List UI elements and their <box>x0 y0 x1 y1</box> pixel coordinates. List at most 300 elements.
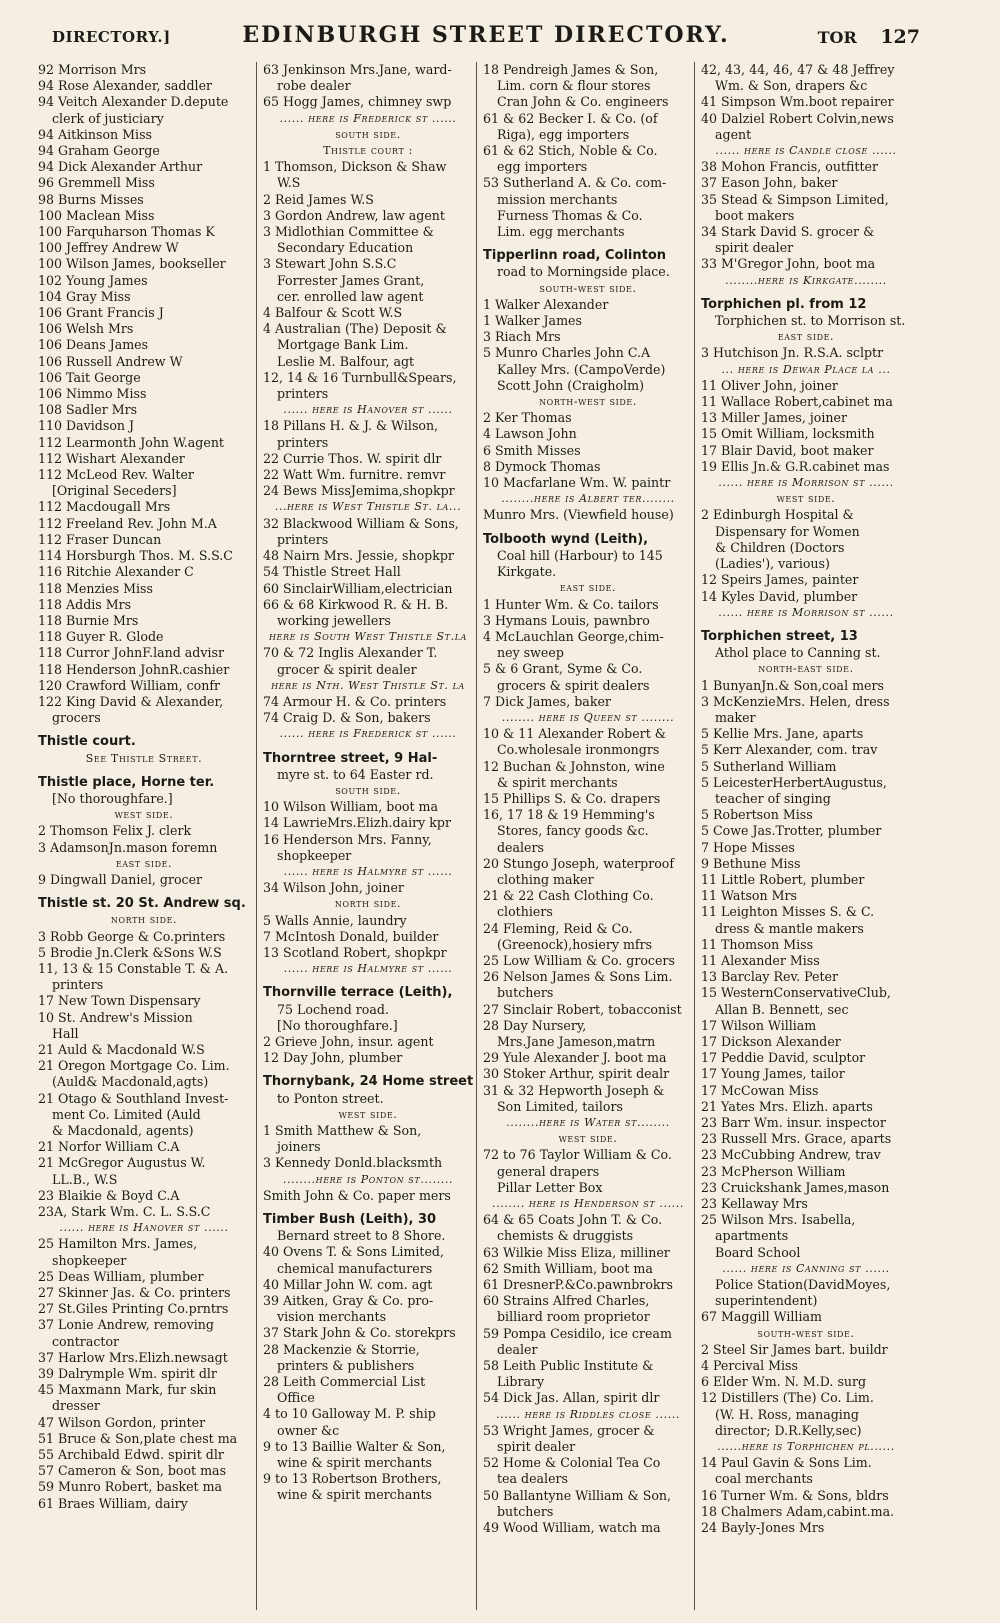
cross-street-marker: ...... here is Frederick st ...... <box>279 111 457 125</box>
cross-street-marker: ...... here is Halmyre st ...... <box>283 962 453 976</box>
entry-continuation: clothiers <box>497 904 553 920</box>
directory-entry: 21 Auld & Macdonald W.S <box>38 1041 205 1057</box>
entry-continuation: Hall <box>52 1025 79 1041</box>
directory-entry: 100 Jeffrey Andrew W <box>38 240 179 256</box>
directory-entry: 10 Wilson William, boot ma <box>263 799 438 815</box>
entry-continuation: billiard room proprietor <box>497 1309 650 1325</box>
directory-entry: 106 Russell Andrew W <box>38 353 183 369</box>
entry-continuation: Office <box>277 1390 315 1406</box>
street-heading: Thistle court. <box>38 734 136 750</box>
side-label: south-west side. <box>539 281 637 295</box>
spacer <box>38 726 250 734</box>
directory-entry: 57 Cameron & Son, boot mas <box>38 1463 227 1479</box>
directory-entry: 61 & 62 Becker I. & Co. (of <box>483 110 658 126</box>
cross-street-marker: ........here is Albert ter........ <box>501 492 675 506</box>
directory-entry: 34 Stark David S. grocer & <box>701 224 875 240</box>
directory-entry: 106 Deans James <box>38 337 149 353</box>
header-section-label: DIRECTORY.] <box>52 28 171 46</box>
directory-entry: 39 Dalrymple Wm. spirit dlr <box>38 1366 217 1382</box>
entry-continuation: W.S <box>277 175 301 191</box>
directory-entry: 92 Morrison Mrs <box>38 62 147 77</box>
directory-entry: 13 Barclay Rev. Peter <box>701 969 838 985</box>
spacer <box>38 767 250 775</box>
header-street-range: TOR <box>817 28 857 47</box>
entry-continuation: superintendent) <box>715 1293 818 1309</box>
directory-entry: 12 Speirs James, painter <box>701 572 859 588</box>
entry-continuation: Scott John (Craigholm) <box>497 377 644 393</box>
column-4 <box>694 62 911 1610</box>
entry-continuation: to Ponton street. <box>277 1090 384 1106</box>
street-heading: Tipperlinn road, Colinton <box>483 248 667 264</box>
directory-entry: 62 Smith William, boot ma <box>483 1260 653 1276</box>
directory-entry: 94 Dick Alexander Arthur <box>38 159 203 175</box>
column-2 <box>256 62 473 1610</box>
directory-entry: 94 Rose Alexander, saddler <box>38 78 213 94</box>
cross-street-marker: ... here is Dewar Place la ... <box>721 362 891 376</box>
street-heading: Thistle place, Horne ter. <box>38 774 215 790</box>
entry-continuation: dresser <box>52 1398 100 1414</box>
directory-entry: 35 Stead & Simpson Limited, <box>701 191 889 207</box>
directory-entry: 118 Curror JohnF.land advisr <box>38 645 224 661</box>
cross-street-marker: ...... here is Canning st ...... <box>722 1261 890 1275</box>
entry-continuation: Athol place to Canning st. <box>715 645 881 661</box>
entry-continuation: Co.wholesale ironmongrs <box>497 742 660 758</box>
directory-entry: 94 Veitch Alexander D.depute <box>38 94 229 110</box>
directory-entry: 6 Smith Misses <box>483 442 581 458</box>
directory-entry: 74 Armour H. & Co. printers <box>263 693 447 709</box>
spacer <box>38 888 250 896</box>
entry-continuation: Kirkgate. <box>497 564 557 580</box>
directory-entry: 24 Bews MissJemima,shopkpr <box>263 483 455 499</box>
directory-entry: 21 Oregon Mortgage Co. Lim. <box>38 1058 230 1074</box>
directory-entry: 37 Stark John & Co. storekprs <box>263 1325 456 1341</box>
directory-entry: 12 Buchan & Johnston, wine <box>483 758 665 774</box>
directory-entry: 120 Crawford William, confr <box>38 677 221 693</box>
entry-continuation: & Macdonald, agents) <box>52 1123 194 1138</box>
entry-continuation: ment Co. Limited (Auld <box>52 1106 201 1122</box>
directory-entry: 11 Alexander Miss <box>701 952 820 968</box>
directory-entry: 15 WesternConservativeClub, <box>701 985 891 1001</box>
side-label: west side. <box>776 492 836 506</box>
street-heading: Torphichen pl. from 12 <box>701 296 867 312</box>
directory-entry: 16 Turner Wm. & Sons, bldrs <box>701 1487 889 1503</box>
directory-entry: 4 McLauchlan George,chim- <box>483 628 664 644</box>
directory-entry: 118 Burnie Mrs <box>38 612 139 628</box>
directory-entry: 32 Blackwood William & Sons, <box>263 515 459 531</box>
directory-entry: 17 Peddie David, sculptor <box>701 1050 866 1066</box>
directory-entry: 110 Davidson J <box>38 418 135 434</box>
cross-street-marker: ...... here is Morrison st ...... <box>718 476 894 490</box>
entry-continuation: chemists & druggists <box>497 1228 634 1244</box>
directory-entry: 11 Watson Mrs <box>701 888 797 904</box>
directory-entry: 112 Macdougall Mrs <box>38 499 171 515</box>
cross-street-marker: ........here is Kirkgate........ <box>725 273 887 287</box>
directory-entry: 72 to 76 Taylor William & Co. <box>483 1147 672 1163</box>
entry-continuation: Bernard street to 8 Shore. <box>277 1228 446 1244</box>
directory-entry: 17 Wilson William <box>701 1017 817 1033</box>
entry-continuation: maker <box>715 709 756 725</box>
entry-continuation: general drapers <box>497 1163 600 1179</box>
directory-entry: 21 & 22 Cash Clothing Co. <box>483 888 654 904</box>
directory-entry: 106 Nimmo Miss <box>38 386 147 402</box>
directory-entry: 9 Bethune Miss <box>701 855 801 871</box>
cross-street-marker: ........here is Water st........ <box>506 1116 670 1129</box>
header-right <box>818 26 920 48</box>
directory-entry: 41 Simpson Wm.boot repairer <box>701 94 894 110</box>
entry-continuation: Pillar Letter Box <box>497 1179 603 1195</box>
entry-continuation: printers <box>277 386 329 402</box>
directory-entry: 47 Wilson Gordon, printer <box>38 1414 206 1430</box>
entry-continuation: printers & publishers <box>277 1357 415 1373</box>
directory-entry: 3 Stewart John S.S.C <box>263 256 397 272</box>
page-title: EDINBURGH STREET DIRECTORY. <box>242 22 730 48</box>
directory-entry: 14 Kyles David, plumber <box>701 588 858 604</box>
directory-entry: 7 Hope Misses <box>701 839 795 855</box>
directory-entry: 63 Wilkie Miss Eliza, milliner <box>483 1244 670 1260</box>
entry-continuation: Leslie M. Balfour, agt <box>277 353 415 369</box>
entry-continuation: Allan B. Bennett, sec <box>715 1001 849 1017</box>
directory-entry: 112 Learmonth John W.agent <box>38 434 224 450</box>
directory-entry: 59 Munro Robert, basket ma <box>38 1479 223 1495</box>
directory-entry: 23 McPherson William <box>701 1163 846 1179</box>
entry-continuation: Library <box>497 1374 545 1390</box>
directory-entry: 50 Ballantyne William & Son, <box>483 1487 672 1503</box>
directory-entry: 54 Thistle Street Hall <box>263 564 401 580</box>
directory-entry: 29 Yule Alexander J. boot ma <box>483 1050 667 1066</box>
directory-entry: 9 Dingwall Daniel, grocer <box>38 871 203 887</box>
directory-entry: 27 St.Giles Printing Co.prntrs <box>38 1301 229 1317</box>
directory-entry: 96 Gremmell Miss <box>38 175 155 191</box>
directory-entry: 102 Young James <box>38 272 148 288</box>
entry-continuation: spirit dealer <box>497 1439 576 1455</box>
directory-entry: 118 Menzies Miss <box>38 580 153 596</box>
cross-street-marker: ........here is Ponton st........ <box>282 1172 454 1186</box>
directory-entry: 23 Cruickshank James,mason <box>701 1179 890 1195</box>
entry-continuation: grocer & spirit dealer <box>277 661 417 677</box>
directory-entry: 24 Fleming, Reid & Co. <box>483 920 633 936</box>
directory-entry: 21 Yates Mrs. Elizh. aparts <box>701 1098 873 1114</box>
entry-continuation: (W. H. Ross, managing <box>715 1406 859 1422</box>
directory-entry: 17 Blair David, boot maker <box>701 442 874 458</box>
directory-entry: 21 McGregor Augustus W. <box>38 1155 206 1171</box>
directory-entry: 104 Gray Miss <box>38 288 131 304</box>
directory-entry: 10 Macfarlane Wm. W. paintr <box>483 475 671 491</box>
entry-continuation: ney sweep <box>497 645 564 661</box>
directory-entry: 23 Russell Mrs. Grace, aparts <box>701 1131 892 1147</box>
entry-continuation: tea dealers <box>497 1471 569 1487</box>
entry-continuation: wine & spirit merchants <box>277 1487 432 1503</box>
directory-entry: 22 Currie Thos. W. spirit dlr <box>263 450 442 466</box>
directory-entry: 2 Steel Sir James bart. buildr <box>701 1341 888 1357</box>
entry-continuation: & Children (Doctors <box>715 539 845 555</box>
directory-entry: 34 Wilson John, joiner <box>263 880 404 896</box>
directory-entry: 94 Aitkinson Miss <box>38 126 152 142</box>
directory-entry: 5 Kellie Mrs. Jane, aparts <box>701 726 864 742</box>
side-label: east side. <box>559 581 617 595</box>
directory-entry: 98 Burns Misses <box>38 191 144 207</box>
directory-entry: 1 Walker James <box>483 313 582 329</box>
entry-continuation: grocers <box>52 710 101 726</box>
directory-entry: 108 Sadler Mrs <box>38 402 138 418</box>
entry-continuation: Police Station(DavidMoyes, <box>715 1277 891 1293</box>
street-heading: Thornville terrace (Leith), <box>263 985 453 1001</box>
street-heading: Torphichen street, 13 <box>701 628 858 644</box>
directory-entry: 17 Young James, tailor <box>701 1066 845 1082</box>
directory-entry: 1 BunyanJn.& Son,coal mers <box>701 677 884 693</box>
directory-entry: 106 Tait George <box>38 369 141 385</box>
entry-continuation: road to Morningside place. <box>497 264 670 280</box>
directory-entry: 5 & 6 Grant, Syme & Co. <box>483 661 643 677</box>
directory-entry: 5 Robertson Miss <box>701 807 813 823</box>
directory-entry: 112 Freeland Rev. John M.A <box>38 515 217 531</box>
spacer <box>701 289 911 297</box>
directory-entry: 51 Bruce & Son,plate chest ma <box>38 1430 238 1446</box>
entry-continuation: Cran John & Co. engineers <box>497 94 669 110</box>
entry-continuation: Forrester James Grant, <box>277 272 425 288</box>
entry-continuation: clothing maker <box>497 871 594 887</box>
directory-entry: 61 Braes William, dairy <box>38 1495 188 1511</box>
spacer <box>263 977 473 985</box>
entry-continuation: Riga), egg importers <box>497 126 630 142</box>
directory-entry: 3 Hutchison Jn. R.S.A. sclptr <box>701 345 884 361</box>
directory-entry: 61 DresnerP.&Co.pawnbrokrs <box>483 1277 674 1293</box>
directory-columns <box>38 62 963 1610</box>
side-label: north-east side. <box>758 662 854 676</box>
directory-entry: 28 Mackenzie & Storrie, <box>263 1341 420 1357</box>
entry-continuation: Son Limited, tailors <box>497 1098 623 1114</box>
directory-entry: 100 Farquharson Thomas K <box>38 224 215 240</box>
street-heading: Thistle st. 20 St. Andrew sq. <box>38 896 246 912</box>
entry-continuation: butchers <box>497 1503 554 1519</box>
entry-continuation: printers <box>277 531 329 547</box>
directory-entry: 2 Edinburgh Hospital & <box>701 507 854 523</box>
directory-entry: 53 Wright James, grocer & <box>483 1422 655 1438</box>
side-label: north side. <box>334 897 402 911</box>
entry-continuation: [No thoroughfare.] <box>52 790 173 806</box>
side-label: south-west side. <box>757 1326 855 1340</box>
entry-continuation: Mrs.Jane Jameson,matrn <box>497 1033 656 1049</box>
cross-street-marker: ...... here is Morrison st ...... <box>718 605 894 619</box>
directory-entry: 54 Dick Jas. Allan, spirit dlr <box>483 1390 660 1406</box>
side-label: west side. <box>114 808 174 822</box>
directory-entry: 70 & 72 Inglis Alexander T. <box>263 645 438 661</box>
entry-continuation: spirit dealer <box>715 240 794 256</box>
entry-continuation: apartments <box>715 1228 789 1244</box>
directory-entry: 4 Lawson John <box>483 426 577 442</box>
directory-entry: 11, 13 & 15 Constable T. & A. <box>38 960 229 976</box>
directory-entry: 49 Wood William, watch ma <box>483 1520 661 1536</box>
entry-continuation: butchers <box>497 985 554 1001</box>
entry-continuation: robe dealer <box>277 78 351 94</box>
side-label: south side. <box>335 783 401 797</box>
directory-entry: 12 Distillers (The) Co. Lim. <box>701 1390 874 1406</box>
entry-continuation: Lim. corn & flour stores <box>497 78 651 94</box>
directory-entry: 3 Gordon Andrew, law agent <box>263 207 445 223</box>
entry-continuation: vision merchants <box>277 1309 387 1325</box>
directory-entry: 22 Watt Wm. furnitre. remvr <box>263 467 446 483</box>
directory-entry: 23 McCubbing Andrew, trav <box>701 1147 881 1163</box>
entry-continuation: 75 Lochend road. <box>277 1001 389 1017</box>
directory-entry: 106 Welsh Mrs <box>38 321 134 337</box>
entry-continuation: wine & spirit merchants <box>277 1455 432 1471</box>
directory-entry: 25 Hamilton Mrs. James, <box>38 1236 198 1252</box>
directory-entry: 5 Brodie Jn.Clerk &Sons W.S <box>38 944 222 960</box>
directory-entry: 122 King David & Alexander, <box>38 693 224 709</box>
directory-entry: 11 Leighton Misses S. & C. <box>701 904 875 920</box>
entry-continuation: Torphichen st. to Morrison st. <box>715 313 906 329</box>
directory-entry: 63 Jenkinson Mrs.Jane, ward- <box>263 62 452 77</box>
directory-entry: 23 Barr Wm. insur. inspector <box>701 1115 886 1130</box>
side-label: west side. <box>558 1132 618 1146</box>
directory-entry: 37 Harlow Mrs.Elizh.newsagt <box>38 1349 228 1365</box>
directory-entry: 26 Nelson James & Sons Lim. <box>483 969 673 985</box>
directory-entry: 55 Archibald Edwd. spirit dlr <box>38 1447 224 1463</box>
directory-entry: 5 Munro Charles John C.A <box>483 345 651 361</box>
directory-entry: 4 to 10 Galloway M. P. ship <box>263 1406 436 1422</box>
directory-entry: 4 Balfour & Scott W.S <box>263 305 403 321</box>
side-label: See Thistle Street. <box>85 751 203 765</box>
entry-continuation: Furness Thomas & Co. <box>497 207 643 223</box>
directory-entry: 17 Dickson Alexander <box>701 1033 841 1049</box>
side-label: north side. <box>110 913 178 927</box>
directory-entry: 1 Thomson, Dickson & Shaw <box>263 159 447 175</box>
directory-entry: 6 Elder Wm. N. M.D. surg <box>701 1374 867 1390</box>
entry-continuation: shopkeeper <box>277 847 352 863</box>
side-label: east side. <box>777 330 835 344</box>
entry-continuation: clerk of justiciary <box>52 110 164 126</box>
directory-entry: 58 Leith Public Institute & <box>483 1358 654 1374</box>
entry-continuation: contractor <box>52 1333 120 1349</box>
directory-entry: 27 Skinner Jas. & Co. printers <box>38 1285 231 1301</box>
directory-entry: 30 Stoker Arthur, spirit dealr <box>483 1066 670 1082</box>
directory-entry: 40 Ovens T. & Sons Limited, <box>263 1244 444 1260</box>
entry-continuation: dealer <box>497 1341 538 1357</box>
directory-entry: 60 Strains Alfred Charles, <box>483 1293 650 1309</box>
cross-street-marker: ......here is Torphichen pl...... <box>717 1440 895 1454</box>
directory-entry: 24 Bayly-Jones Mrs <box>701 1520 825 1536</box>
spacer <box>263 1066 473 1074</box>
directory-entry: 23 Blaikie & Boyd C.A <box>38 1187 180 1203</box>
entry-continuation: grocers & spirit dealers <box>497 677 650 693</box>
directory-entry: 28 Leith Commercial List <box>263 1374 426 1390</box>
entry-continuation: printers <box>277 434 329 450</box>
entry-continuation: director; D.R.Kelly,sec) <box>715 1422 862 1438</box>
directory-entry: 100 Maclean Miss <box>38 207 155 223</box>
directory-entry: 38 Mohon Francis, outfitter <box>701 159 878 175</box>
directory-entry: 5 Kerr Alexander, com. trav <box>701 742 878 758</box>
directory-entry: 4 Percival Miss <box>701 1358 798 1374</box>
directory-entry: 13 Scotland Robert, shopkpr <box>263 944 447 960</box>
entry-continuation: Coal hill (Harbour) to 145 <box>497 547 663 563</box>
cross-street-marker: ........ here is Henderson st ...... <box>492 1197 684 1211</box>
entry-continuation: Mortgage Bank Lim. <box>277 337 409 353</box>
directory-entry: 12, 14 & 16 Turnbull&Spears, <box>263 369 457 385</box>
entry-continuation: shopkeeper <box>52 1252 127 1268</box>
spacer <box>701 621 911 629</box>
directory-entry: 106 Grant Francis J <box>38 305 164 321</box>
entry-continuation: Secondary Education <box>277 240 414 256</box>
directory-entry: 11 Thomson Miss <box>701 936 814 952</box>
directory-entry: 15 Omit William, locksmith <box>701 426 875 442</box>
street-heading: Thornybank, 24 Home street <box>263 1074 473 1090</box>
entry-continuation: working jewellers <box>277 612 391 628</box>
directory-entry: 66 & 68 Kirkwood R. & H. B. <box>263 596 449 612</box>
side-label: north-west side. <box>539 395 637 409</box>
side-label: east side. <box>115 856 173 870</box>
directory-entry: 3 Robb George & Co.printers <box>38 928 226 944</box>
directory-entry: 9 to 13 Robertson Brothers, <box>263 1471 442 1487</box>
directory-entry: 15 Phillips S. & Co. drapers <box>483 790 661 806</box>
directory-entry: 1 Hunter Wm. & Co. tailors <box>483 596 659 612</box>
directory-entry: 3 Midlothian Committee & <box>263 224 434 240</box>
directory-entry: 40 Dalziel Robert Colvin,news <box>701 110 894 126</box>
directory-entry: 3 AdamsonJn.mason foremn <box>38 839 218 855</box>
cross-street-marker: ...... here is Riddles close ...... <box>496 1407 680 1421</box>
cross-street-marker: ...... here is Frederick st ...... <box>279 727 457 741</box>
entry-continuation: joiners <box>277 1139 321 1155</box>
directory-entry: 116 Ritchie Alexander C <box>38 564 194 580</box>
directory-entry: 11 Oliver John, joiner <box>701 377 838 393</box>
directory-entry: 42, 43, 44, 46, 47 & 48 Jeffrey <box>701 62 895 77</box>
entry-continuation: mission merchants <box>497 191 618 207</box>
directory-entry: 25 Wilson Mrs. Isabella, <box>701 1212 856 1228</box>
cross-street-marker: ........ here is Queen st ........ <box>501 710 675 724</box>
directory-entry: 28 Day Nursery, <box>483 1017 587 1033</box>
entry-continuation: cer. enrolled law agent <box>277 288 424 304</box>
directory-entry: 4 Australian (The) Deposit & <box>263 321 447 337</box>
entry-continuation: Wm. & Son, drapers &c <box>715 78 868 94</box>
directory-entry: 100 Wilson James, bookseller <box>38 256 226 272</box>
directory-entry: 13 Miller James, joiner <box>701 410 848 426</box>
entry-continuation: Lim. egg merchants <box>497 224 625 240</box>
running-header <box>52 20 920 56</box>
cross-street-marker: here is Nth. West Thistle St. la <box>271 678 465 692</box>
directory-entry: 39 Aitken, Gray & Co. pro- <box>263 1293 434 1309</box>
directory-entry: 18 Pillans H. & J. & Wilson, <box>263 418 439 434</box>
directory-entry: 37 Eason John, baker <box>701 175 838 191</box>
directory-entry: 11 Wallace Robert,cabinet ma <box>701 394 893 410</box>
street-heading: Thorntree street, 9 Hal- <box>263 750 438 766</box>
directory-entry: 16 Henderson Mrs. Fanny, <box>263 831 432 847</box>
entry-continuation: [No thoroughfare.] <box>277 1017 398 1033</box>
directory-entry: 112 McLeod Rev. Walter <box>38 467 194 483</box>
entry-continuation: owner &c <box>277 1422 340 1438</box>
directory-entry: 10 St. Andrew's Mission <box>38 1009 193 1025</box>
directory-entry: 3 Riach Mrs <box>483 329 561 345</box>
directory-entry: 94 Graham George <box>38 143 160 159</box>
directory-entry: 18 Chalmers Adam,cabint.ma. <box>701 1503 895 1519</box>
directory-entry: 11 Little Robert, plumber <box>701 871 865 887</box>
directory-entry: 14 LawrieMrs.Elizh.dairy kpr <box>263 815 452 831</box>
directory-entry: Smith John & Co. paper mers <box>263 1187 451 1203</box>
entry-continuation: (Ladies'), various) <box>715 556 830 572</box>
directory-entry: 7 McIntosh Donald, builder <box>263 928 439 944</box>
directory-entry: 17 McCowan Miss <box>701 1082 819 1098</box>
cross-street-marker: ...here is West Thistle St. la... <box>274 500 462 514</box>
entry-continuation: Stores, fancy goods &c. <box>497 823 649 839</box>
directory-entry: 118 Addis Mrs <box>38 596 132 612</box>
entry-continuation: (Auld& Macdonald,agts) <box>52 1074 209 1090</box>
directory-entry: 21 Otago & Southland Invest- <box>38 1090 229 1106</box>
directory-entry: 37 Lonie Andrew, removing <box>38 1317 214 1333</box>
directory-entry: 45 Maxmann Mark, fur skin <box>38 1382 217 1398</box>
directory-entry: 59 Pompa Cesidilo, ice cream <box>483 1325 672 1341</box>
entry-continuation: egg importers <box>497 159 588 175</box>
entry-continuation: myre st. to 64 Easter rd. <box>277 766 434 782</box>
directory-entry: 40 Millar John W. com. agt <box>263 1276 433 1292</box>
directory-entry: 5 Cowe Jas.Trotter, plumber <box>701 823 882 839</box>
cross-street-marker: ...... here is Hanover st ...... <box>283 403 453 417</box>
